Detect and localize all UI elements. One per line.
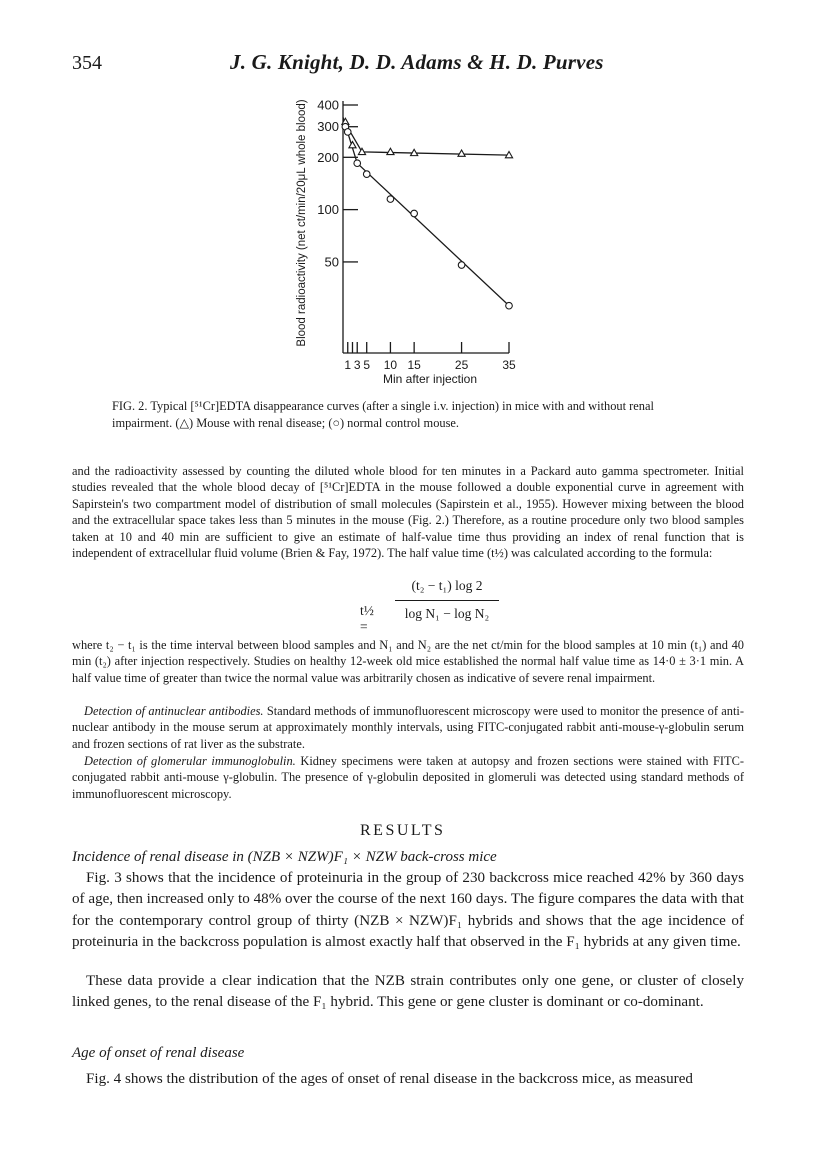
data-point-circle [506,302,513,309]
x-tick-label: 35 [502,358,516,372]
subheading-age-of-onset: Age of onset of renal disease [72,1045,245,1061]
x-axis-label: Min after injection [382,372,478,386]
paragraph-antinuclear-text: Standard methods of immunofluorescent microscopy were used to monitor the presence of anti-nuclear antibody in the mouse serum at approximately monthly intervals, using FITC-conjugated rabbit anti-mouse-γ-globulin serum and frozen sections of rat liver as the substrate. [72,704,744,751]
series-lines [343,117,509,305]
x-tick-label: 3 [353,358,361,372]
paragraph-glomerular [72,753,744,802]
paragraph-formula-explanation: where t₂ − t₁ is the time interval between blood samples and N₁ and N₂ are the net ct/min for the blood samples at 10 min (t₁) and 40 min (t₂) after injection respectively. Studies on healthy 12-week old mice established the normal half value time as 14·0 ± 3·1 min. A half value time of greater than twice the normal value was arbitrarily chosen as indicative of severe renal impairment. [72,638,744,685]
data-point-circle [344,129,351,136]
data-point-triangle [458,150,465,156]
formula-denominator: log N₁ − log N₂ [404,606,490,621]
formula-numerator: (t₂ − t₁) log 2 [411,578,483,593]
x-tick-label: 5 [363,358,371,372]
series-line-triangle [343,120,509,156]
data-point-circle [363,171,370,178]
paragraph-antinuclear-heading: Detection of antinuclear antibodies. [84,704,264,718]
formula-fraction-bar [395,600,499,601]
data-point-circle [387,196,394,203]
data-point-circle [354,160,361,167]
paragraph-glomerular-heading: Detection of glomerular immunoglobulin. [84,754,296,768]
y-axis-label: Blood radioactivity (net ct/min/20μL whole blood) [296,99,308,347]
paragraph-antinuclear [72,703,744,752]
running-head: J. G. Knight, D. D. Adams & H. D. Purves [230,50,604,74]
x-tick-label: 25 [454,358,469,372]
y-tick-label: 50 [324,254,339,270]
y-tick-label: 300 [317,119,339,135]
figure-caption: FIG. 2. Typical [⁵¹Cr]EDTA disappearance curves (after a single i.v. injection) in mice with and without renal impairment. (△) Mouse with renal disease; (○) normal control mouse. [112,399,654,430]
x-tick-label: 1 [344,358,352,372]
data-point-circle [411,210,418,217]
y-tick-label: 400 [317,97,339,113]
x-axis [343,342,516,372]
data-point-triangle [349,142,356,148]
data-point-triangle [387,148,394,154]
page-number: 354 [72,52,102,74]
x-tick-label: 10 [383,358,398,372]
formula-lhs: t½ = [360,603,374,634]
paragraph-glomerular-text: Kidney specimens were taken at autopsy and frozen sections were stained with FITC-conjugated rabbit anti-mouse γ-globulin. The presence of γ-globulin deposited in glomeruli was detected using standard methods of immunofluorescent microscopy. [72,754,744,801]
paragraph-age-of-onset: Fig. 4 shows the distribution of the ages of onset of renal disease in the backcross mice, as measured [86,1071,693,1087]
x-tick-label: 15 [407,358,421,372]
paragraph-incidence: Fig. 3 shows that the incidence of proteinuria in the group of 230 backcross mice reached 42% by 360 days of age, then increased only to 48% over the course of the next 160 days. The figure compares the data with that for the contemporary control group of thirty (NZB × NZW)F₁ hybrids and shows that the age incidence of proteinuria in the backcross population is almost exactly half that observed in the F₁ hybrids at any given time. [72,870,744,950]
paragraph-methods: and the radioactivity assessed by counting the diluted whole blood for ten minutes in a Packard auto gamma spectrometer. Initial studies revealed that the whole blood decay of [⁵¹Cr]EDTA in the mouse followed a double exponential curve in agreement with Sapirstein's two compartment model of distribution of small molecules (Sapirstein et al., 1955). However mixing between the blood and the extracellular space takes less than 5 minutes in the mouse (Fig. 2.) Therefore, as a routine procedure only two blood samples taken at 10 and 40 min are sufficient to give an estimate of half-value time thus providing an index of renal function that is independent of extracellular fluid volume (Brien & Fay, 1972). The half value time (t½) was calculated according to the formula: [72,464,744,561]
figure-2-chart [290,85,530,395]
data-point-circle [458,262,465,269]
results-heading: RESULTS [360,822,446,839]
y-tick-label: 200 [317,149,339,165]
subheading-incidence: Incidence of renal disease in (NZB × NZW)F₁ × NZW back-cross mice [72,849,497,865]
series-points [342,118,513,309]
y-tick-label: 100 [317,202,339,218]
series-line-circle [343,117,509,305]
paragraph-nzb-gene: These data provide a clear indication that the NZB strain contributes only one gene, or cluster of closely linked genes, to the renal disease of the F₁ hybrid. This gene or gene cluster is dominant or co-dominant. [72,973,744,1011]
